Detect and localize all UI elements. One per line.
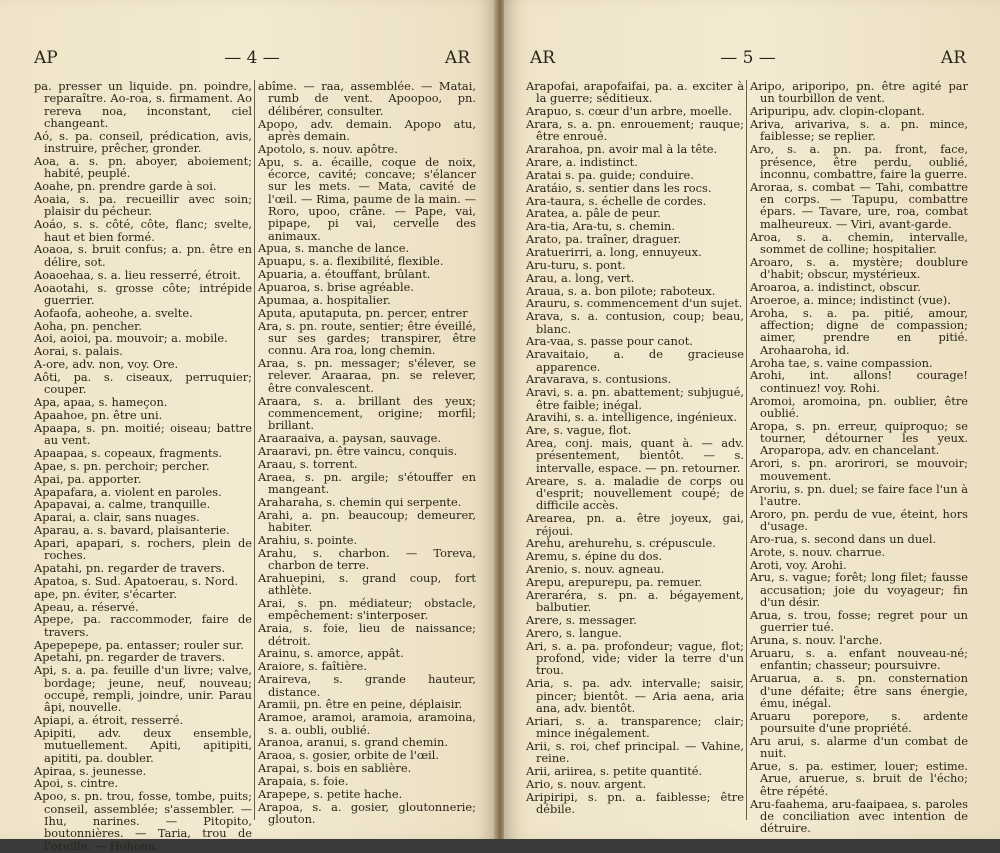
dictionary-entry: Arearea, pn. a. être joyeux, gai, réjoui. bbox=[526, 511, 744, 538]
header-right-guideword: AR bbox=[940, 48, 966, 68]
dictionary-entry: Apipiti, adv. deux ensemble, mutuellement. Apiti, apitipiti, apititi, pa. doubler. bbox=[34, 726, 252, 765]
dictionary-entry: Araireva, s. grande hauteur, distance. bbox=[258, 672, 476, 699]
page-header bbox=[34, 48, 470, 72]
dictionary-entry: Arii, s. roi, chef principal. — Vahine, reine. bbox=[526, 738, 744, 766]
dictionary-entry: Aoahe, pn. prendre garde à soi. bbox=[34, 179, 217, 194]
dictionary-entry: Araara, s. a. brillant des yeux; commencement, origine; morfil; brillant. bbox=[258, 393, 476, 433]
dictionary-entry: Arahiu, s. pointe. bbox=[258, 532, 358, 547]
dictionary-entry: Arapoa, s. a. gosier, gloutonnerie; glouton. bbox=[258, 799, 476, 826]
dictionary-entry: Arapaia, s. foie. bbox=[258, 773, 349, 788]
dictionary-entry: Ario, s. nouv. argent. bbox=[526, 776, 647, 791]
dictionary-entry: Aru-turu, s. pont. bbox=[526, 257, 626, 272]
dictionary-entry: Arapepe, s. petite hache. bbox=[258, 786, 403, 801]
dictionary-entry: Aro-rua, s. second dans un duel. bbox=[750, 531, 937, 546]
dictionary-entry: Araaravi, pn. être vaincu, conquis. bbox=[258, 443, 458, 458]
dictionary-entry: Apuaroa, s. brise agréable. bbox=[258, 280, 415, 294]
dictionary-entry: Aripo, ariporipo, pn. être agité par un tourbillon de vent. bbox=[750, 79, 968, 106]
dictionary-entry: ape, pn. éviter, s'écarter. bbox=[34, 586, 177, 601]
dictionary-entry: Arote, s. nouv. charrue. bbox=[750, 544, 886, 559]
dictionary-entry: Arato, pa. traîner, draguer. bbox=[526, 232, 682, 247]
dictionary-entry: Aremu, s. épine du dos. bbox=[526, 549, 663, 564]
dictionary-entry: Areraréra, s. pn. a. bégayement, balbutier. bbox=[526, 587, 744, 615]
dictionary-entry: Aroriu, s. pn. duel; se faire face l'un à l'autre. bbox=[750, 481, 968, 508]
dictionary-entry: Arahu, s. charbon. — Toreva, charbon de terre. bbox=[258, 545, 476, 573]
dictionary-entry: Aruna, s. nouv. l'arche. bbox=[750, 633, 883, 648]
page-number: — 5 — bbox=[720, 48, 776, 68]
dictionary-entry: pa. presser un liquide. pn. poindre, reparaître. Ao-roa, s. firmament. Ao rereva noa, inconstant, ciel changeant. bbox=[34, 79, 252, 131]
dictionary-entry: Aoaoehaa, s. a. lieu resserré, étroit. bbox=[34, 267, 241, 282]
dictionary-entry: Apari, apapari, s. rochers, plein de roches. bbox=[34, 535, 252, 563]
dictionary-entry: Arare, a. indistinct. bbox=[526, 155, 638, 170]
dictionary-entry: Araharaha, s. chemin qui serpente. bbox=[258, 494, 462, 509]
dictionary-entry: Aratuerirri, a. long, ennuyeux. bbox=[526, 244, 702, 259]
dictionary-entry: Arii, ariirea, s. petite quantité. bbox=[526, 764, 703, 779]
dictionary-entry: Apiraa, s. jeunesse. bbox=[34, 763, 147, 778]
dictionary-entry: Ara-taura, s. échelle de cordes. bbox=[526, 193, 707, 208]
dictionary-entry: Arehu, arehurehu, s. crépuscule. bbox=[526, 536, 716, 551]
dictionary-entry: Apaapa, s. pn. moitié; oiseau; battre au vent. bbox=[34, 420, 252, 448]
dictionary-entry: Aroha tae, s. vaine compassion. bbox=[750, 355, 933, 370]
dictionary-entry: Apuaria, a. étouffant, brûlant. bbox=[258, 267, 431, 282]
dictionary-entry: Aru-faahema, aru-faaipaea, s. paroles de conciliation avec intention de détruire. bbox=[750, 796, 968, 836]
dictionary-entry: Arapofai, arapofaifai, pa. a. exciter à la guerre; séditieux. bbox=[526, 79, 744, 106]
column-divider bbox=[254, 80, 255, 820]
dictionary-entry: Apeau, a. réservé. bbox=[34, 599, 139, 614]
dictionary-entry: Apumaa, a. hospitalier. bbox=[258, 292, 391, 307]
header-right-guideword: AR bbox=[444, 48, 470, 68]
dictionary-entry: Aroaroa, a. indistinct, obscur. bbox=[750, 280, 921, 294]
dictionary-entry: Apoi, s. cintre. bbox=[34, 776, 119, 791]
dictionary-entry: Ararahoa, pn. avoir mal à la tête. bbox=[526, 142, 718, 157]
dictionary-entry: Apapavai, a. calme, tranquille. bbox=[34, 497, 211, 512]
dictionary-entry: Aravarava, s. contusions. bbox=[526, 372, 672, 387]
dictionary-entry: Arua, s. trou, fosse; regret pour un guerrier tué. bbox=[750, 607, 968, 635]
dictionary-entry: Apetahi, pn. regarder de travers. bbox=[34, 650, 226, 665]
dictionary-entry: Aroti, voy. Arohi. bbox=[750, 557, 847, 572]
dictionary-entry: Aratai s. pa. guide; conduire. bbox=[526, 167, 694, 182]
dictionary-entry: Araoa, s. gosier, orbite de l'œil. bbox=[258, 748, 440, 763]
dictionary-entry: Apa, apaa, s. hameçon. bbox=[34, 395, 168, 410]
left-page bbox=[0, 0, 496, 853]
dictionary-entry: Area, conj. mais, quant à. — adv. présentement, bientôt. — s. intervalle, espace. — pn. retourner. bbox=[526, 436, 744, 475]
dictionary-entry: Aoaoa, s. bruit confus; a. pn. être en délire, sot. bbox=[34, 242, 252, 269]
dictionary-column bbox=[258, 80, 476, 826]
dictionary-column bbox=[34, 80, 252, 852]
dictionary-entry: Api, s. a. pa. feuille d'un livre; valve, bordage; jeune, neuf, nouveau; occupé, rempli, joindre, unir. Parau âpi, nouvelle. bbox=[34, 663, 252, 715]
dictionary-entry: Apae, s. pn. perchoir; percher. bbox=[34, 458, 210, 473]
dictionary-entry: Apai, pa. apporter. bbox=[34, 471, 142, 486]
dictionary-entry: Aôti, pa. s. ciseaux, perruquier; couper. bbox=[34, 369, 252, 397]
dictionary-entry: Apatahi, pn. regarder de travers. bbox=[34, 561, 226, 576]
dictionary-entry: Aripiripi, s. pn. a. faiblesse; être débile. bbox=[526, 789, 744, 817]
dictionary-entry: Arahi, a. pn. beaucoup; demeurer, habiter. bbox=[258, 507, 476, 535]
dictionary-entry: Aru, s. vague; forêt; long filet; fausse accusation; joie du voyageur; fin d'un désir. bbox=[750, 570, 968, 610]
dictionary-entry: Araia, s. foie, lieu de naissance; détroit. bbox=[258, 621, 476, 648]
dictionary-entry: Arauru, s. commencement d'un sujet. bbox=[526, 296, 743, 311]
dictionary-entry: Apiapi, a. étroit, resserré. bbox=[34, 713, 184, 728]
dictionary-entry: Arapai, s. bois en sablière. bbox=[258, 761, 412, 776]
dictionary-entry: Aria, s. pa. adv. intervalle; saisir, pincer; bientôt. — Aria aena, aria ana, adv. bientôt. bbox=[526, 676, 744, 715]
dictionary-entry: Arohi, int. allons! courage! continuez! voy. Rohi. bbox=[750, 368, 968, 395]
page-number: — 4 — bbox=[224, 48, 280, 68]
dictionary-entry: Aoha, pn. pencher. bbox=[34, 318, 142, 333]
dictionary-entry: Arepu, arepurepu, pa. remuer. bbox=[526, 574, 703, 589]
dictionary-entry: Ari, s. a. pa. profondeur; vague, flot; profond, vide; vider la terre d'un trou. bbox=[526, 638, 744, 678]
dictionary-entry: Aroro, pn. perdu de vue, éteint, hors d'usage. bbox=[750, 506, 968, 534]
dictionary-entry: Ara-tia, Ara-tu, s. chemin. bbox=[526, 219, 675, 234]
dictionary-entry: Apoo, s. pn. trou, fosse, tombe, puits; conseil, assemblée; s'assembler. — Ihu, narines. — Pitopito, boutonnières. — Taria, trou de l'oreille. — Hohonu, bbox=[34, 789, 252, 853]
right-page bbox=[504, 0, 1000, 839]
dictionary-entry: Aoi, aoioi, pa. mouvoir; a. mobile. bbox=[34, 331, 228, 346]
dictionary-entry: Aravi, s. a. pn. abattement; subjugué, être faible; inégal. bbox=[526, 385, 744, 412]
dictionary-entry: Apotolo, s. nouv. apôtre. bbox=[258, 141, 398, 156]
dictionary-entry: Ara-vaa, s. passe pour canot. bbox=[526, 334, 693, 349]
dictionary-entry: Aroha, s. a. pa. pitié, amour, affection; digne de compassion; aimer, prendre en pitié. Arohaaroha, id. bbox=[750, 305, 968, 357]
dictionary-entry: Araau, s. torrent. bbox=[258, 456, 358, 471]
dictionary-entry: Ara, s. pn. route, sentier; être éveillé, sur ses gardes; transpirer, être connu. Ara roa, long chemin. bbox=[258, 318, 476, 358]
dictionary-entry: Araua, s. a. bon pilote; raboteux. bbox=[526, 283, 716, 298]
dictionary-entry: Aroraa, s. combat — Tahi, combattre en corps. — Tapupu, combattre épars. — Tavare, ure, roa, combat malheureux. — Viri, avant-garde. bbox=[750, 179, 968, 231]
dictionary-entry: Aoaia, s. pa. recueillir avec soin; plaisir du pécheur. bbox=[34, 192, 252, 219]
dictionary-entry: A-ore, adv. non, voy. Ore. bbox=[34, 357, 179, 372]
dictionary-entry: Aoáo, s. s. côté, côte, flanc; svelte, haut et bien formé. bbox=[34, 217, 252, 244]
dictionary-entry: Arue, s. pa. estimer, louer; estime. Arue, aruerue, s. bruit de l'écho; être répété. bbox=[750, 759, 968, 798]
dictionary-entry: Are, s. vague, flot. bbox=[526, 423, 632, 438]
dictionary-entry: Areare, s. a. maladie de corps ou d'esprit; nouvellement coupé; de difficile accès. bbox=[526, 473, 744, 513]
dictionary-entry: Aravaitaio, a. de gracieuse apparence. bbox=[526, 347, 744, 374]
dictionary-entry: Arapuo, s. cœur d'un arbre, moelle. bbox=[526, 104, 733, 119]
dictionary-entry: Aroeroe, a. mince; indistinct (vue). bbox=[750, 292, 951, 307]
dictionary-entry: Arere, s. messager. bbox=[526, 612, 637, 627]
dictionary-entry: Aroa, s. a. chemin, intervalle, sommet de colline; hospitalier. bbox=[750, 229, 968, 256]
dictionary-entry: Apopo, adv. demain. Apopo atu, après demain. bbox=[258, 116, 476, 143]
dictionary-entry: Aromoi, aromoina, pn. oublier, être oublié. bbox=[750, 393, 968, 420]
dictionary-entry: Arenio, s. nouv. agneau. bbox=[526, 562, 665, 577]
dictionary-entry: Arori, s. pn. arorirori, se mouvoir; mouvement. bbox=[750, 456, 968, 483]
dictionary-entry: Aratáio, s. sentier dans les rocs. bbox=[526, 180, 712, 195]
dictionary-entry: Aramoe, aramoi, aramoia, aramoina, s. a. oubli, oublié. bbox=[258, 710, 476, 737]
dictionary-entry: Apepe, pa. raccommoder, faire de travers. bbox=[34, 612, 252, 639]
dictionary-entry: Araiore, s. faîtière. bbox=[258, 659, 367, 674]
dictionary-entry: Ariva, arivariva, s. a. pn. mince, faiblesse; se replier. bbox=[750, 117, 968, 144]
page-header bbox=[530, 48, 966, 72]
dictionary-column bbox=[750, 80, 968, 835]
dictionary-entry: Aofaofa, aoheohe, a. svelte. bbox=[34, 305, 193, 320]
dictionary-entry: Apuapu, s. a. flexibilité, flexible. bbox=[258, 254, 444, 269]
dictionary-entry: Aputa, aputaputa, pn. percer, entrer bbox=[258, 305, 468, 320]
header-left-guideword: AR bbox=[530, 48, 556, 68]
dictionary-entry: Apaapaa, s. copeaux, fragments. bbox=[34, 445, 223, 460]
dictionary-column bbox=[526, 80, 744, 816]
header-left-guideword: AP bbox=[34, 48, 58, 68]
dictionary-entry: Arai, s. pn. médiateur; obstacle, empêchement: s'interposer. bbox=[258, 596, 476, 623]
dictionary-entry: Aparai, a. clair, sans nuages. bbox=[34, 510, 200, 525]
dictionary-entry: Arara, s. a. pn. enrouement; rauque; être enroué. bbox=[526, 117, 744, 144]
dictionary-entry: Ariari, s. a. transparence; clair; mince inégalement. bbox=[526, 713, 744, 741]
dictionary-entry: Aropa, s. pn. erreur, quiproquo; se tourner, détourner les yeux. Aroparopa, adv. en chancelant. bbox=[750, 418, 968, 458]
dictionary-entry: Aparau, a. s. bavard, plaisanterie. bbox=[34, 523, 230, 538]
dictionary-entry: Apapafara, a. violent en paroles. bbox=[34, 484, 222, 499]
dictionary-entry: Apepepepe, pa. entasser; rouler sur. bbox=[34, 637, 244, 652]
dictionary-entry: Aratea, a. pâle de peur. bbox=[526, 206, 661, 221]
dictionary-entry: Aruarua, a. s. pn. consternation d'une défaite; être sans énergie, ému, inégal. bbox=[750, 671, 968, 710]
dictionary-entry: Aoa, a. s. pn. aboyer, aboiement; habité, peuplé. bbox=[34, 154, 252, 181]
dictionary-entry: Aro, s. a. pn. pa. front, face, présence, être perdu, oublié, inconnu, combattre, faire la guerre. bbox=[750, 142, 968, 181]
dictionary-entry: Aruaru porepore, s. ardente poursuite d'une propriété. bbox=[750, 708, 968, 736]
dictionary-entry: Aoaotahi, s. grosse côte; intrépide guerrier. bbox=[34, 280, 252, 307]
dictionary-entry: Apu, s. a. écaille, coque de noix, écorce, cavité; concave; s'élancer sur les mets. — Mata, cavité de l'œil. — Rima, paume de la main. — Roro, upoo, crâne. — Pape, vai, pipape, pi vai, cervelle des animaux. bbox=[258, 154, 476, 243]
dictionary-entry: Aravihi, s. a. intelligence, ingénieux. bbox=[526, 410, 737, 425]
column-divider bbox=[746, 80, 747, 820]
dictionary-entry: Arero, s. langue. bbox=[526, 625, 622, 640]
dictionary-entry: Aorai, s. palais. bbox=[34, 344, 123, 359]
dictionary-entry: Apua, s. manche de lance. bbox=[258, 241, 410, 256]
dictionary-entry: Apatoa, s. Sud. Apatoerau, s. Nord. bbox=[34, 573, 239, 588]
dictionary-entry: Araea, s. pn. argile; s'étouffer en mangeant. bbox=[258, 469, 476, 496]
dictionary-entry: Aranoa, aranui, s. grand chemin. bbox=[258, 735, 448, 750]
dictionary-entry: Arahuepini, s. grand coup, fort athlète. bbox=[258, 570, 476, 598]
dictionary-entry: Aru arui, s. alarme d'un combat de nuit. bbox=[750, 733, 968, 761]
dictionary-entry: abîme. — raa, assemblée. — Matai, rumb de vent. Apoopoo, pn. délibérer, consulter. bbox=[258, 79, 476, 118]
dictionary-entry: Apaahoe, pn. être uni. bbox=[34, 407, 163, 422]
dictionary-entry: Aruaru, s. a. enfant nouveau-né; enfantin; chasseur; poursuivre. bbox=[750, 645, 968, 673]
dictionary-entry: Aó, s. pa. conseil, prédication, avis, instruire, prêcher, gronder. bbox=[34, 128, 252, 156]
dictionary-entry: Araa, s. pn. messager; s'élever, se relever. Araaraa, pn. se relever, être convalescent. bbox=[258, 356, 476, 395]
dictionary-entry: Arainu, s. amorce, appât. bbox=[258, 646, 404, 661]
dictionary-entry: Arava, s. a. contusion, coup; beau, blanc. bbox=[526, 309, 744, 336]
dictionary-entry: Aramii, pn. être en peine, déplaisir. bbox=[258, 697, 463, 712]
dictionary-entry: Araaraaiva, a. paysan, sauvage. bbox=[258, 431, 442, 446]
dictionary-entry: Aripuripu, adv. clopin-clopant. bbox=[750, 104, 925, 119]
dictionary-entry: Arau, a. long, vert. bbox=[526, 270, 635, 285]
dictionary-entry: Aroaro, s. a. mystère; doublure d'habit; obscur, mystérieux. bbox=[750, 254, 968, 282]
